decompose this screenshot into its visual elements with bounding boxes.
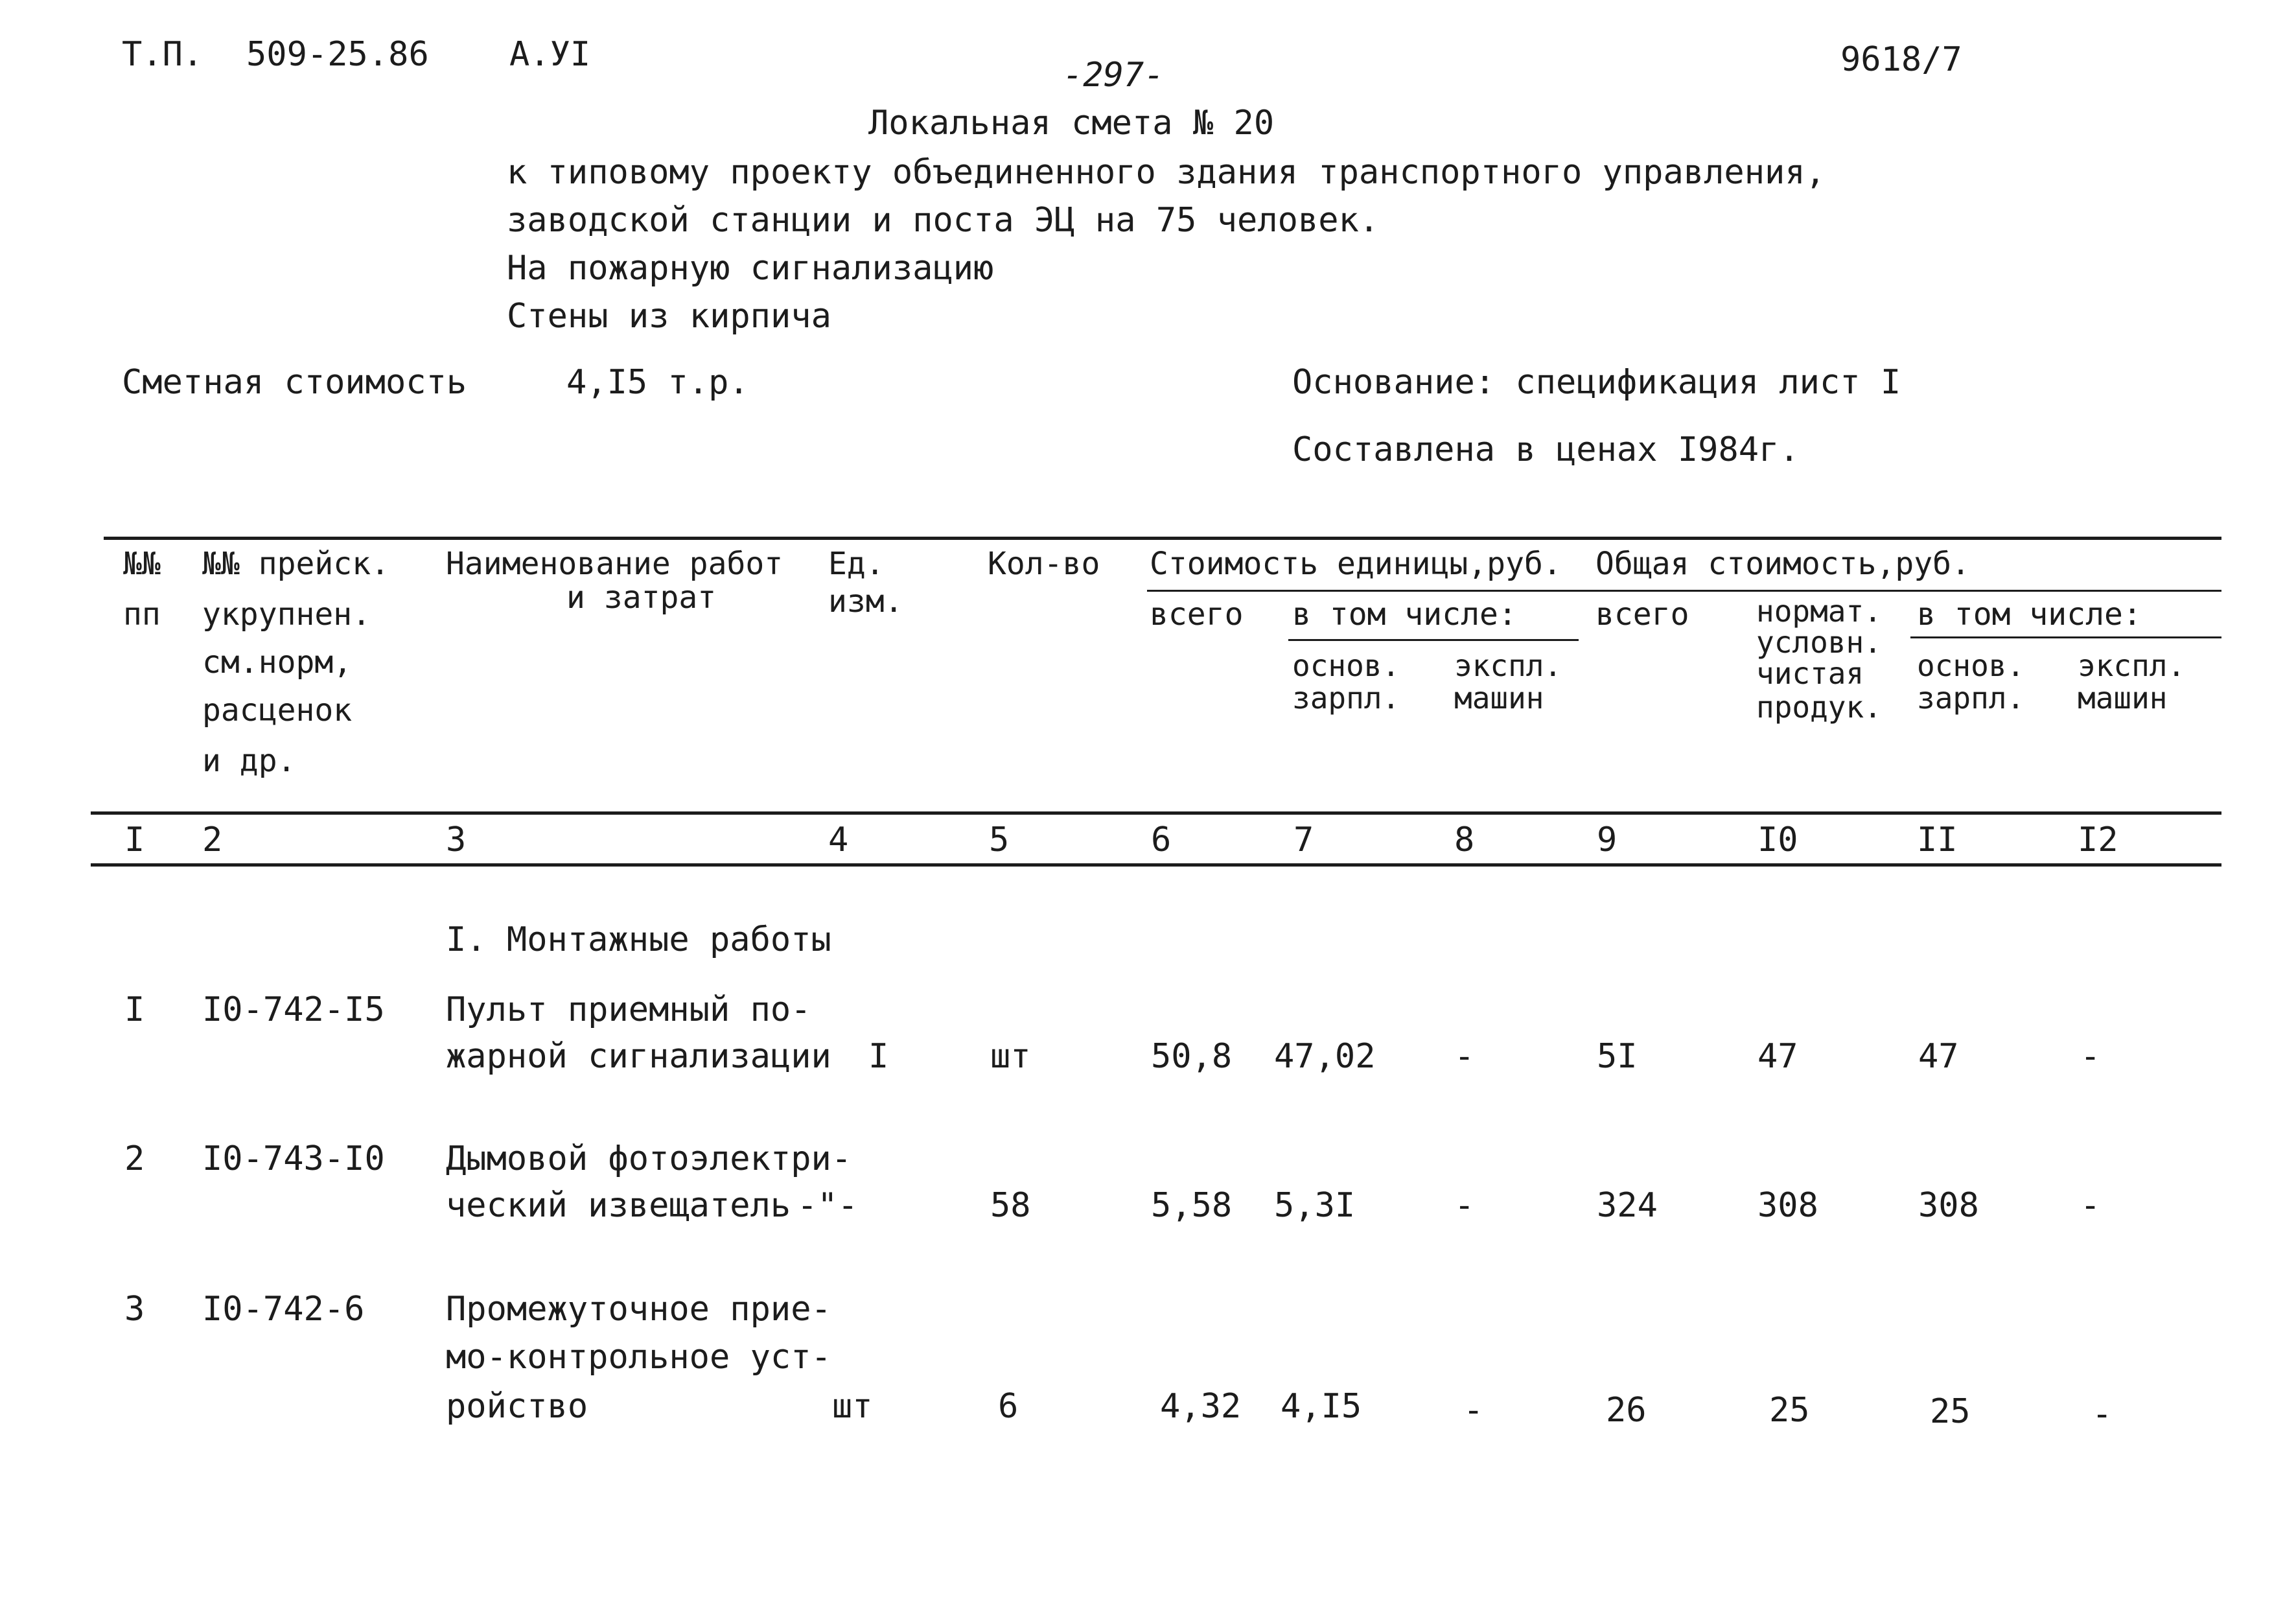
unit-wage-header-line2: зарпл. <box>1292 681 1400 716</box>
col2-header-line2: укрупнен. <box>202 596 371 633</box>
row-code: I0-743-I0 <box>202 1139 385 1178</box>
row-name-line: ческий извещатель <box>446 1186 791 1225</box>
subtitle-line-3: На пожарную сигнализацию <box>507 249 994 288</box>
page-number: -297- <box>1063 56 1165 95</box>
total-incl-header: в том числе: <box>1917 596 2142 633</box>
row-wage: 308 <box>1918 1186 1979 1225</box>
col1-header-line1: №№ <box>123 546 161 582</box>
normative-header-line1: нормат. <box>1756 594 1882 629</box>
row-number: 2 <box>124 1139 145 1178</box>
subtitle-line-1: к типовому проекту объединенного здания транспортного управления, <box>507 153 1826 192</box>
row-total: 26 <box>1606 1391 1647 1430</box>
section-heading: I. Монтажные работы <box>446 920 831 959</box>
row-name-line: Дымовой фотоэлектри- <box>446 1139 852 1178</box>
row-unit-machine: - <box>1463 1391 1484 1430</box>
album-label: А.УI <box>509 35 591 74</box>
unit-total-header: всего <box>1150 596 1244 633</box>
row-number: I <box>124 990 145 1029</box>
unit-incl-rule <box>1288 639 1579 641</box>
total-machine-header-line2: машин <box>2078 681 2168 716</box>
col3-header-line2: и затрат <box>566 579 717 616</box>
total-wage-header-line2: зарпл. <box>1917 681 2025 716</box>
column-number: 8 <box>1454 821 1475 859</box>
row-name-line: Пульт приемный по- <box>446 990 811 1029</box>
row-total: 5I <box>1597 1037 1638 1076</box>
subtitle-line-4: Стены из кирпича <box>507 297 831 336</box>
row-machine: - <box>2092 1395 2113 1434</box>
basis-text: Основание: спецификация лист I <box>1292 363 1901 402</box>
column-number: 2 <box>202 821 223 859</box>
row-qty-inline: -"- <box>797 1186 858 1225</box>
col2-header-line5: и др. <box>202 743 296 779</box>
unit-cost-header: Стоимость единицы,руб. <box>1150 546 1562 582</box>
row-unit-total: 50,8 <box>1151 1037 1233 1076</box>
column-number: 4 <box>828 821 849 859</box>
row-unit: шт <box>832 1387 873 1426</box>
row-name-line: мо-контрольное уст- <box>446 1338 831 1377</box>
row-machine: - <box>2080 1037 2101 1076</box>
unit-incl-header: в том числе: <box>1292 596 1517 633</box>
col1-header-line2: пп <box>123 596 161 633</box>
tp-label: Т.П. <box>122 35 203 74</box>
row-normative: 25 <box>1769 1391 1810 1430</box>
col4-header-line2: изм. <box>828 583 903 620</box>
row-unit-machine: - <box>1454 1037 1475 1076</box>
col2-header-line1: №№ прейск. <box>202 546 389 582</box>
column-number: I0 <box>1757 821 1798 859</box>
column-number: I2 <box>2078 821 2118 859</box>
row-unit: шт <box>990 1037 1031 1076</box>
row-name-line: жарной сигнализации <box>446 1037 831 1076</box>
row-qty: 58 <box>990 1186 1031 1225</box>
total-incl-rule <box>1910 636 2221 638</box>
tp-number: 509-25.86 <box>246 35 429 74</box>
total-all-header: всего <box>1595 596 1689 633</box>
row-unit-total: 4,32 <box>1160 1387 1242 1426</box>
row-total: 324 <box>1597 1186 1658 1225</box>
column-number: 6 <box>1151 821 1172 859</box>
document-title: Локальная смета № 20 <box>868 104 1275 143</box>
column-number: II <box>1917 821 1958 859</box>
total-wage-header-line1: основ. <box>1917 648 2025 683</box>
header-bottom-rule <box>91 811 2221 815</box>
column-number: I <box>124 821 145 859</box>
subtitle-line-2: заводской станции и поста ЭЦ на 75 человек. <box>507 201 1380 240</box>
row-name-line: ройство <box>446 1387 588 1426</box>
normative-header-line2: условн. <box>1756 625 1882 660</box>
table-top-rule <box>104 537 2221 540</box>
column-numbers-rule <box>91 863 2221 867</box>
row-machine: - <box>2080 1186 2101 1225</box>
cost-label: Сметная стоимость <box>122 363 467 402</box>
col4-header-line1: Ед. <box>828 546 885 582</box>
column-number: 7 <box>1293 821 1314 859</box>
total-cost-header: Общая стоимость,руб. <box>1595 546 1970 582</box>
col2-header-line3: см.норм, <box>202 644 353 681</box>
col5-header: Кол-во <box>988 546 1100 582</box>
col3-header-line1: Наименование работ <box>446 546 783 582</box>
row-code: I0-742-I5 <box>202 990 385 1029</box>
unit-machine-header-line2: машин <box>1454 681 1544 716</box>
row-unit-total: 5,58 <box>1151 1186 1233 1225</box>
row-wage: 47 <box>1918 1037 1959 1076</box>
row-wage: 25 <box>1930 1392 1971 1431</box>
row-number: 3 <box>124 1290 145 1329</box>
column-number: 9 <box>1597 821 1618 859</box>
row-qty-inline: I <box>868 1037 889 1076</box>
normative-header-line3: чистая <box>1756 656 1864 691</box>
cost-group-rule <box>1147 590 2221 592</box>
normative-header-line4: продук. <box>1756 690 1882 725</box>
row-normative: 308 <box>1757 1186 1818 1225</box>
unit-machine-header-line1: экспл. <box>1454 648 1562 683</box>
column-number: 5 <box>989 821 1010 859</box>
col2-header-line4: расценок <box>202 692 353 728</box>
row-unit-wage: 4,I5 <box>1281 1387 1362 1426</box>
unit-wage-header-line1: основ. <box>1292 648 1400 683</box>
cost-value: 4,I5 т.р. <box>566 363 749 402</box>
column-number: 3 <box>446 821 467 859</box>
row-qty: 6 <box>998 1387 1019 1426</box>
row-unit-machine: - <box>1454 1186 1475 1225</box>
total-machine-header-line1: экспл. <box>2078 648 2186 683</box>
prices-text: Составлена в ценах I984г. <box>1292 430 1800 469</box>
row-code: I0-742-6 <box>202 1290 365 1329</box>
row-unit-wage: 47,02 <box>1274 1037 1376 1076</box>
row-unit-wage: 5,3I <box>1274 1186 1356 1225</box>
row-normative: 47 <box>1757 1037 1798 1076</box>
row-name-line: Промежуточное прие- <box>446 1290 831 1329</box>
doc-code: 9618/7 <box>1840 40 1962 79</box>
